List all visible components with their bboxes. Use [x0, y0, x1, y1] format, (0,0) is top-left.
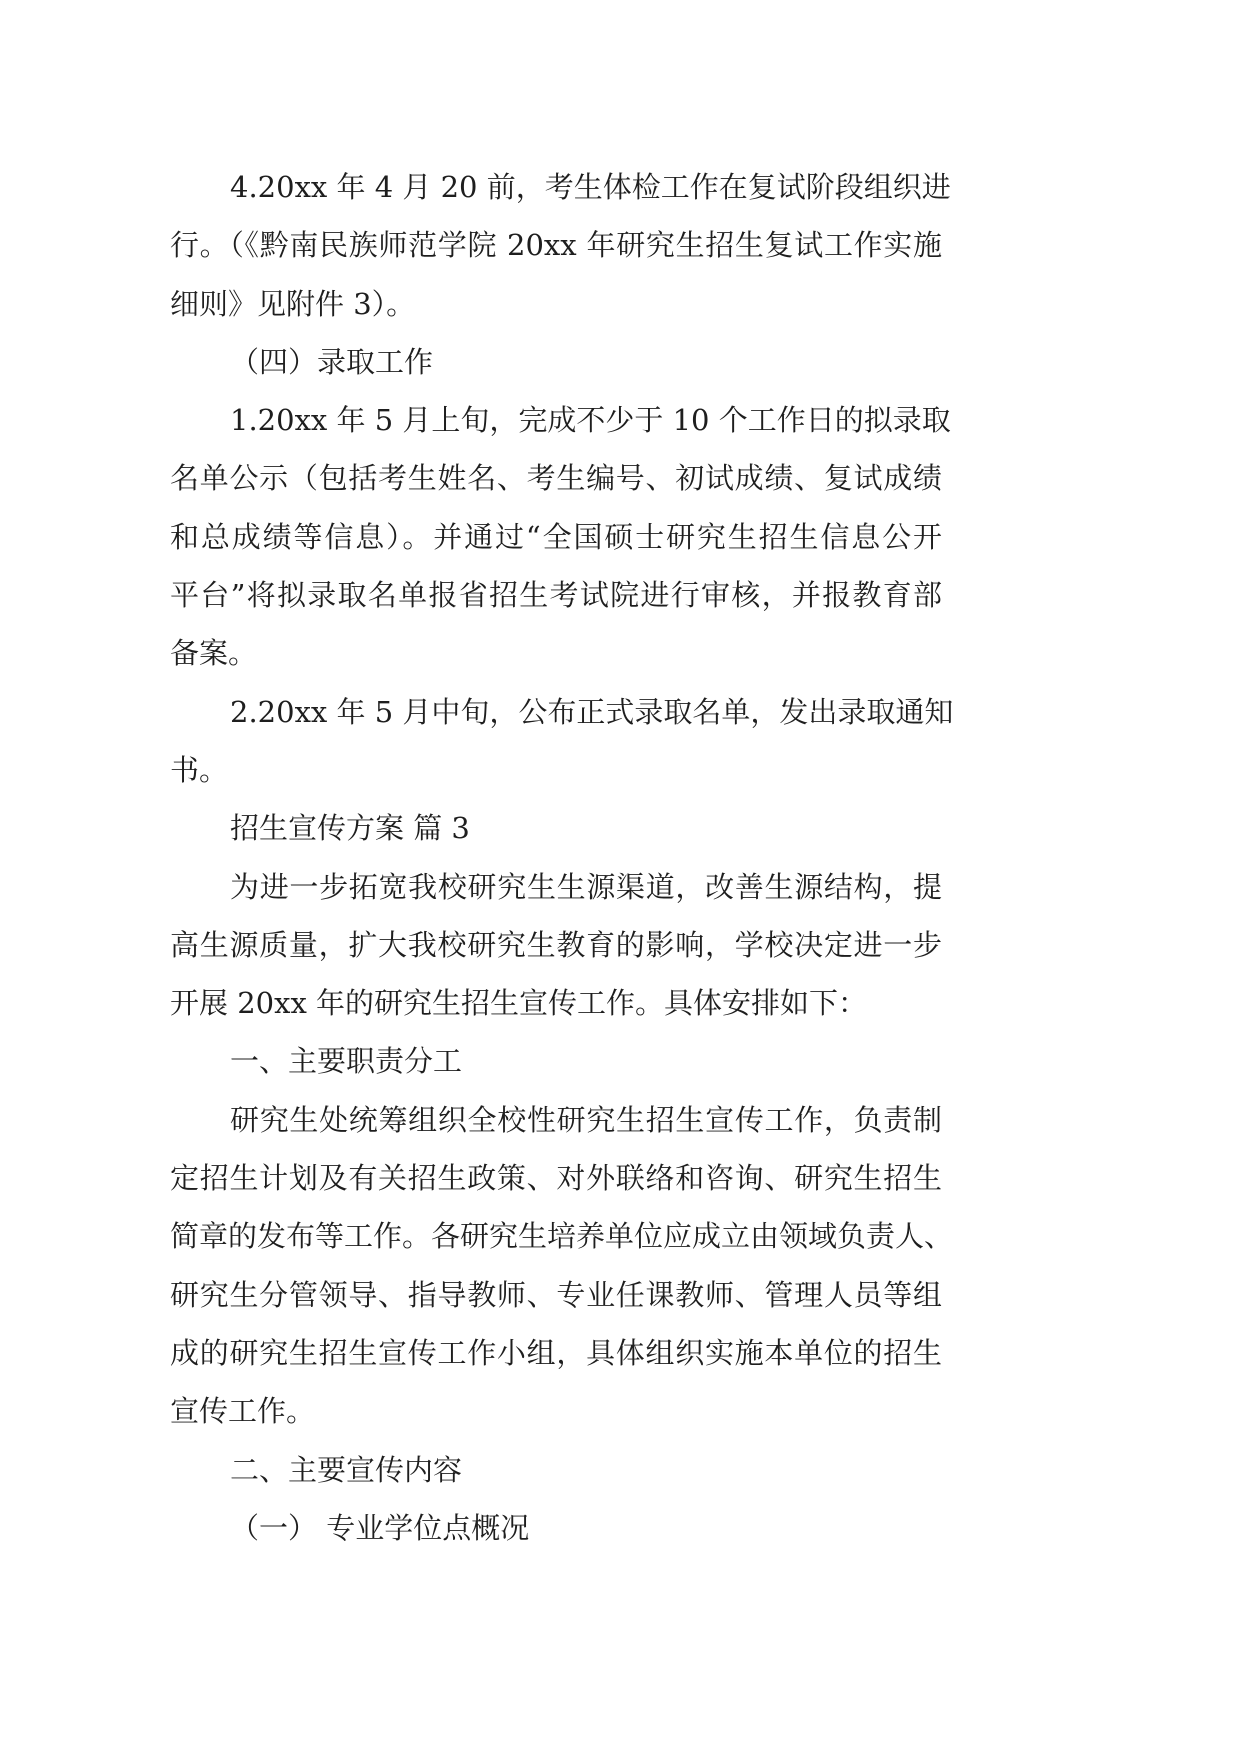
- subsection-heading-degree-overview: [170, 1499, 942, 1557]
- section-heading-admission: [170, 333, 942, 391]
- subsection-heading-text: （一） 专业学位点概况: [230, 1510, 530, 1545]
- paragraph-line: 备案。: [170, 636, 258, 671]
- section-heading-text: 一、主要职责分工: [230, 1044, 463, 1079]
- document-body: [170, 158, 954, 1557]
- paragraph-line: 高生源质量，扩大我校研究生教育的影响，学校决定进一步: [170, 927, 942, 962]
- paragraph-line: 定招生计划及有关招生政策、对外联络和咨询、研究生招生: [170, 1161, 942, 1196]
- paragraph-line: 研究生分管领导、指导教师、专业任课教师、管理人员等组: [170, 1277, 942, 1312]
- paragraph-admission-publicity: [170, 391, 951, 682]
- paragraph-line: 行。（《黔南民族师范学院 20xx 年研究生招生复试工作实施: [170, 228, 942, 263]
- paragraph-line: 开展 20xx 年的研究生招生宣传工作。具体安排如下：: [170, 986, 868, 1021]
- paragraph-line: 名单公示（包括考生姓名、考生编号、初试成绩、复试成绩: [170, 461, 942, 496]
- paragraph-line: 宣传工作。: [170, 1394, 316, 1429]
- section-heading-text: （四）录取工作: [230, 344, 434, 379]
- paragraph-line: 细则》见附件 3）。: [170, 286, 416, 321]
- paragraph-physical-exam: [170, 158, 951, 333]
- paragraph-line: 和总成绩等信息）。并通过“全国硕士研究生招生信息公开: [170, 519, 942, 554]
- paragraph-line: 研究生处统筹组织全校性研究生招生宣传工作，负责制: [230, 1102, 942, 1137]
- paragraph-introduction: [170, 858, 942, 1033]
- section-heading-text: 二、主要宣传内容: [230, 1452, 463, 1487]
- paragraph-line: 2.20xx 年 5 月中旬，公布正式录取名单，发出录取通知: [230, 694, 954, 729]
- article-title: [170, 799, 942, 857]
- section-heading-content: [170, 1441, 942, 1499]
- paragraph-line: 4.20xx 年 4 月 20 前，考生体检工作在复试阶段组织进: [230, 170, 951, 204]
- paragraph-line: 书。: [170, 752, 229, 787]
- paragraph-line: 平台”将拟录取名单报省招生考试院进行审核，并报教育部: [170, 578, 942, 613]
- paragraph-line: 成的研究生招生宣传工作小组，具体组织实施本单位的招生: [170, 1335, 942, 1370]
- paragraph-admission-notice: [170, 683, 954, 800]
- paragraph-line: 1.20xx 年 5 月上旬，完成不少于 10 个工作日的拟录取: [230, 403, 951, 438]
- section-heading-responsibilities: [170, 1032, 942, 1090]
- article-title-text: 招生宣传方案 篇 3: [230, 811, 470, 846]
- paragraph-line: 为进一步拓宽我校研究生生源渠道，改善生源结构，提: [230, 869, 942, 904]
- paragraph-responsibilities: [170, 1091, 954, 1441]
- paragraph-line: 简章的发布等工作。各研究生培养单位应成立由领域负责人、: [170, 1219, 954, 1254]
